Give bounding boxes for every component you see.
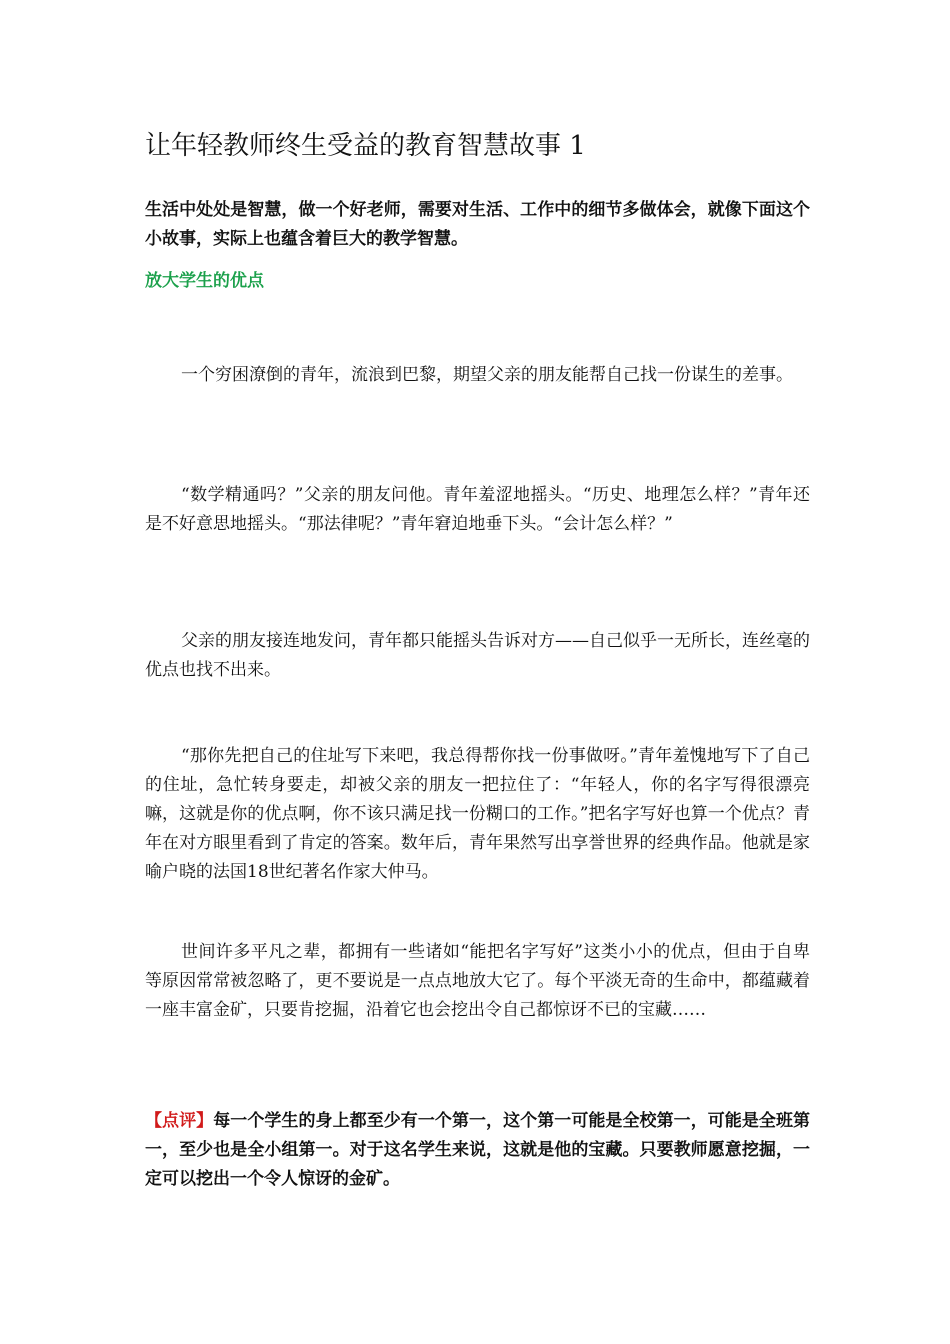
intro-paragraph: 生活中处处是智慧，做一个好老师，需要对生活、工作中的细节多做体会，就像下面这个小故事，实际上也蕴含着巨大的教学智慧。 — [145, 200, 810, 249]
story-paragraph-4: “那你先把自己的住址写下来吧，我总得帮你找一份事做呀。”青年羞愧地写下了自己的住址，急忙转身要走，却被父亲的朋友一把拉住了：“年轻人，你的名字写得很漂亮嘛，这就是你的优点啊，你不该只满足找一份糊口的工作。”把名字写好也算一个优点？青年在对方眼里看到了肯定的答案。数年后，青年果然写出享誉世界的经典作品。他就是家喻户晓的法国18世纪著名作家大仲马。 — [145, 746, 810, 882]
document-title: 让年轻教师终生受益的教育智慧故事 1 — [145, 131, 586, 161]
comment-text: 每一个学生的身上都至少有一个第一，这个第一可能是全校第一，可能是全班第一，至少也是全小组第一。对于这名学生来说，这就是他的宝藏。只要教师愿意挖掘，一定可以挖出一个令人惊讶的金矿。 — [145, 1111, 811, 1189]
story-paragraph-3: 父亲的朋友接连地发问，青年都只能摇头告诉对方——自己似乎一无所长，连丝毫的优点也找不出来。 — [145, 631, 810, 680]
story-paragraph-1: 一个穷困潦倒的青年，流浪到巴黎，期望父亲的朋友能帮自己找一份谋生的差事。 — [181, 365, 793, 385]
comment-paragraph — [145, 1107, 810, 1194]
section-heading: 放大学生的优点 — [145, 271, 264, 291]
story-paragraph-5: 世间许多平凡之辈，都拥有一些诸如“能把名字写好”这类小小的优点，但由于自卑等原因常常被忽略了，更不要说是一点点地放大它了。每个平淡无奇的生命中，都蕴藏着一座丰富金矿，只要肯挖掘，沿着它也会挖出令自己都惊讶不已的宝藏…… — [145, 942, 810, 1020]
story-paragraph-2: “数学精通吗？”父亲的朋友问他。青年羞涩地摇头。“历史、地理怎么样？”青年还是不好意思地摇头。“那法律呢？”青年窘迫地垂下头。“会计怎么样？” — [145, 485, 810, 534]
comment-tag: 【点评】 — [145, 1111, 214, 1131]
